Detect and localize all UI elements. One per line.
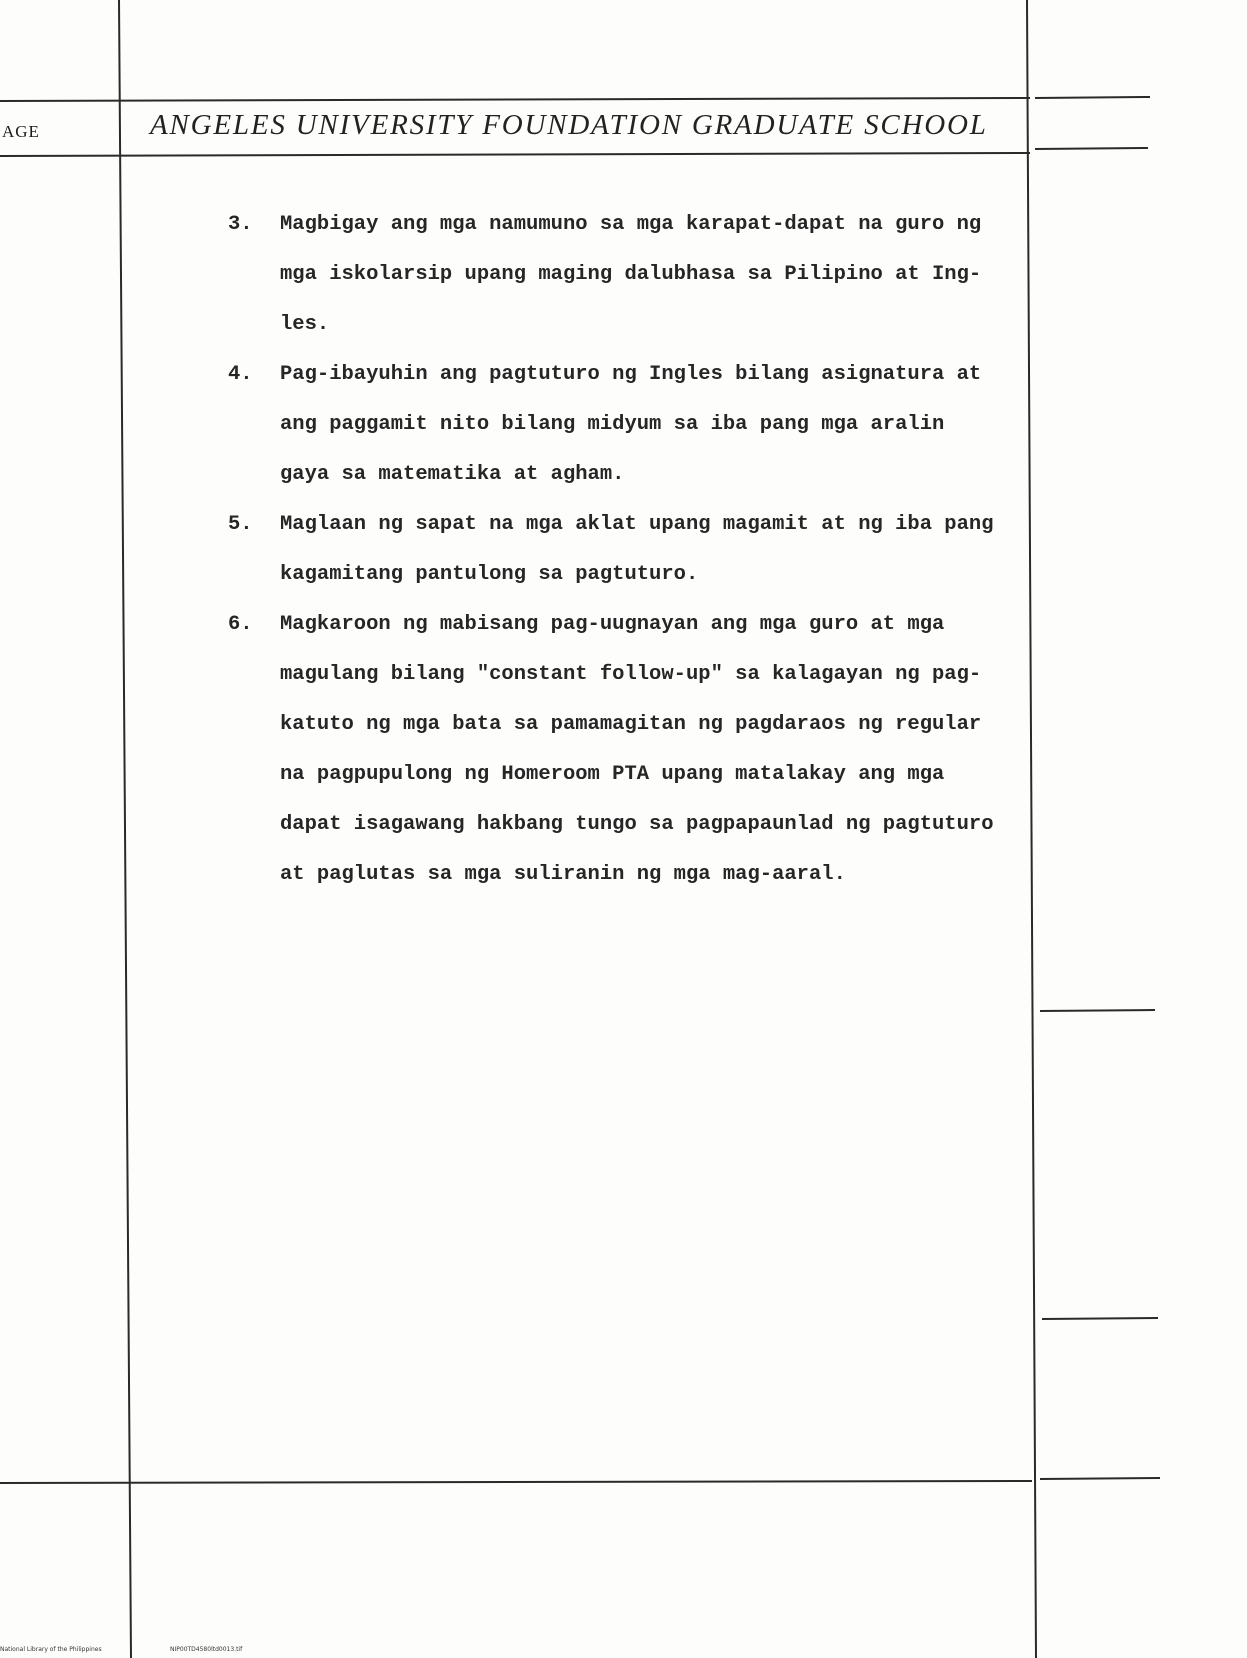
page-label-fragment: AGE [2, 122, 40, 141]
item-number: 4. [228, 363, 253, 386]
right-mid-rule [1040, 1010, 1155, 1011]
text-line: les. [280, 313, 330, 336]
right-header-bottom-rule [1035, 148, 1148, 149]
footer-library-credit: National Library of the Philippines [0, 1646, 102, 1653]
item-text [280, 500, 1018, 600]
left-margin-vertical-rule [119, 0, 131, 1658]
list-item [228, 600, 1018, 900]
text-line: dapat isagawang hakbang tungo sa pagpapaunlad ng pagtuturo [280, 813, 994, 836]
text-line: Pag-ibayuhin ang pagtuturo ng Ingles bilang asignatura at [280, 363, 982, 386]
item-number: 5. [228, 513, 253, 536]
text-line: kagamitang pantulong sa pagtuturo. [280, 563, 699, 586]
item-number: 6. [228, 613, 253, 636]
item-text [280, 600, 1018, 900]
text-line: ang paggamit nito bilang midyum sa iba pang mga aralin [280, 413, 945, 436]
text-line: at paglutas sa mga suliranin ng mga mag-aaral. [280, 863, 846, 886]
text-line: gaya sa matematika at agham. [280, 463, 625, 486]
item-text [280, 350, 1018, 500]
item-text [280, 200, 1018, 350]
list-item [228, 500, 1018, 600]
list-item [228, 350, 1018, 500]
right-lower-rule [1042, 1318, 1158, 1319]
item-number: 3. [228, 213, 253, 236]
footer-file-name: NIP00TD4580ltd0013.tif [170, 1646, 243, 1653]
text-line: na pagpupulong ng Homeroom PTA upang matalakay ang mga [280, 763, 945, 786]
school-title: ANGELES UNIVERSITY FOUNDATION GRADUATE SCHOOL [150, 109, 988, 141]
text-line: Magkaroon ng mabisang pag-uugnayan ang mga guro at mga [280, 613, 945, 636]
text-line: Maglaan ng sapat na mga aklat upang magamit at ng iba pang [280, 513, 994, 536]
text-line: katuto ng mga bata sa pamamagitan ng pagdaraos ng regular [280, 713, 982, 736]
text-line: Magbigay ang mga namumuno sa mga karapat-dapat na guro ng [280, 213, 982, 236]
header-bottom-rule [0, 153, 1030, 156]
header-top-rule [0, 98, 1030, 101]
right-header-top-rule [1035, 97, 1150, 98]
text-line: magulang bilang "constant follow-up" sa kalagayan ng pag- [280, 663, 982, 686]
text-line: mga iskolarsip upang maging dalubhasa sa Pilipino at Ing- [280, 263, 982, 286]
right-margin-vertical-rule [1027, 0, 1036, 1658]
list-item [228, 200, 1018, 350]
right-bottom-rule [1040, 1478, 1160, 1479]
footer-top-rule [0, 1481, 1032, 1483]
recommendations-list [228, 200, 1018, 900]
